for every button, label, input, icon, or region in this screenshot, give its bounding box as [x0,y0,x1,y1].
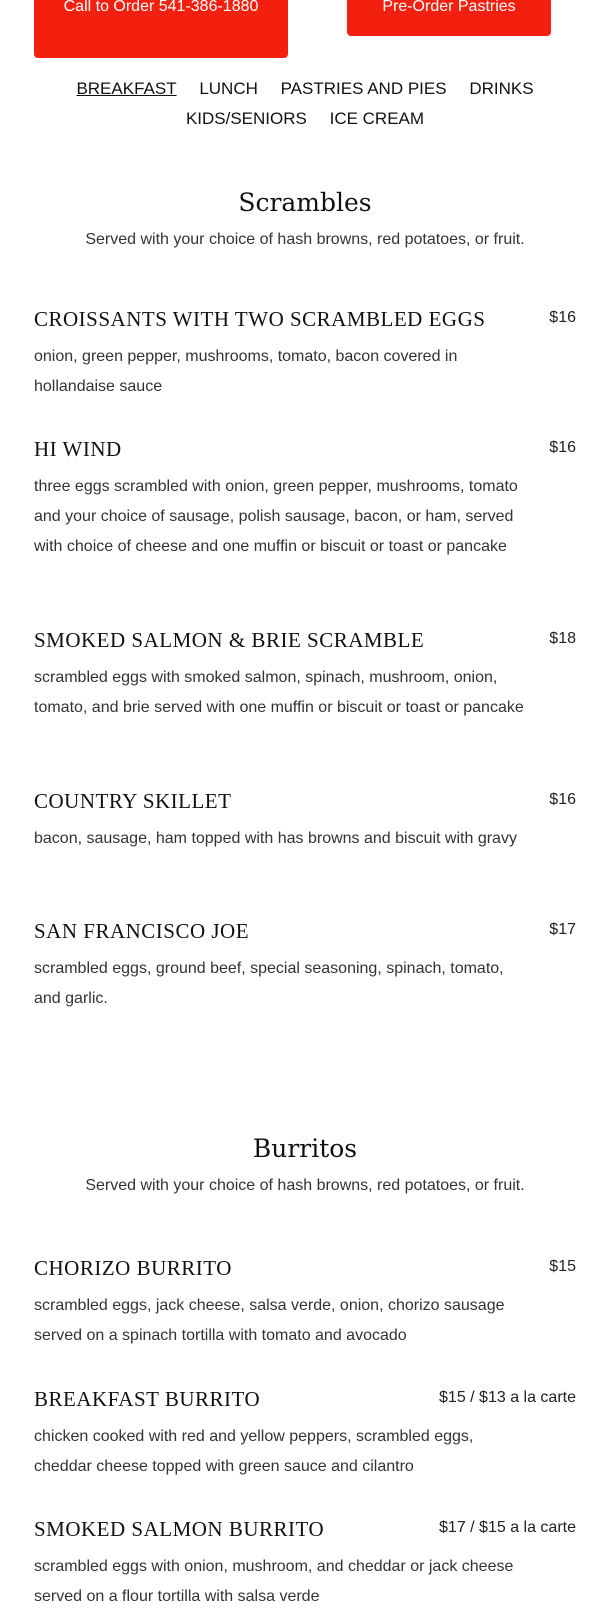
nav-ice-cream[interactable]: ICE CREAM [329,109,425,128]
nav-pastries-and-pies[interactable]: PASTRIES AND PIES [280,79,447,98]
section-title-scrambles: Scrambles [238,188,372,217]
menu-item [34,437,576,562]
menu-nav-row-2 [0,109,610,129]
menu-item-price: $15 [549,1258,576,1275]
nav-breakfast[interactable]: BREAKFAST [76,79,177,98]
menu-item-name: COUNTRY SKILLET [34,789,232,813]
menu-item-description: scrambled eggs with smoked salmon, spinach, mushroom, onion, tomato, and brie served with one muffin or biscuit or toast or pancake [34,669,524,716]
menu-item [34,1517,576,1612]
menu-item [34,1387,576,1482]
menu-item-name: SMOKED SALMON & BRIE SCRAMBLE [34,628,425,652]
menu-item-description: onion, green pepper, mushrooms, tomato, bacon covered in hollandaise sauce [34,348,458,395]
menu-item-name: SAN FRANCISCO JOE [34,919,250,943]
menu-item [34,628,576,723]
menu-item-name: SMOKED SALMON BURRITO [34,1517,325,1541]
section-subtitle-scrambles: Served with your choice of hash browns, red potatoes, or fruit. [85,231,525,248]
menu-item-price: $16 [549,439,576,456]
menu-item [34,1256,576,1351]
nav-drinks[interactable]: DRINKS [469,79,534,98]
menu-item-price: $16 [549,309,576,326]
call-to-order-label: Call to Order 541-386-1880 [63,0,259,15]
menu-item-description: scrambled eggs, ground beef, special seasoning, spinach, tomato, and garlic. [34,960,504,1007]
menu-item-description: scrambled eggs with onion, mushroom, and cheddar or jack cheese served on a flour tortilla with salsa verde [34,1558,514,1605]
menu-item-price: $18 [549,630,576,647]
menu-item [34,789,576,854]
menu-item-price: $17 / $15 a la carte [439,1519,576,1536]
menu-item-name: CROISSANTS WITH TWO SCRAMBLED EGGS [34,307,486,331]
menu-item-description: scrambled eggs, jack cheese, salsa verde, onion, chorizo sausage served on a spinach tortilla with tomato and avocado [34,1297,505,1344]
nav-kids-seniors[interactable]: KIDS/SENIORS [185,109,307,128]
menu-item-name: CHORIZO BURRITO [34,1256,232,1280]
menu-item-description: three eggs scrambled with onion, green pepper, mushrooms, tomato and your choice of sausage, polish sausage, bacon, or ham, served with choice of cheese and one muffin or biscuit or toast or pancake [34,478,518,555]
pre-order-pastries-button[interactable] [347,0,551,36]
menu-item-name: HI WIND [34,437,122,461]
menu-item-price: $16 [549,791,576,808]
menu-item-price: $17 [549,921,576,938]
menu-item-description: bacon, sausage, ham topped with has browns and biscuit with gravy [34,830,517,847]
menu-item [34,919,576,1014]
menu-nav-row-1 [0,79,610,99]
pre-order-pastries-label: Pre-Order Pastries [382,0,516,15]
call-to-order-button[interactable] [34,0,288,58]
section-subtitle-burritos: Served with your choice of hash browns, red potatoes, or fruit. [85,1177,525,1194]
nav-lunch[interactable]: LUNCH [199,79,258,98]
menu-item-description: chicken cooked with red and yellow peppers, scrambled eggs, cheddar cheese topped with green sauce and cilantro [34,1428,474,1475]
menu-item-name: BREAKFAST BURRITO [34,1387,261,1411]
menu-item [34,307,576,402]
menu-item-price: $15 / $13 a la carte [439,1389,576,1406]
section-title-burritos: Burritos [252,1134,358,1163]
